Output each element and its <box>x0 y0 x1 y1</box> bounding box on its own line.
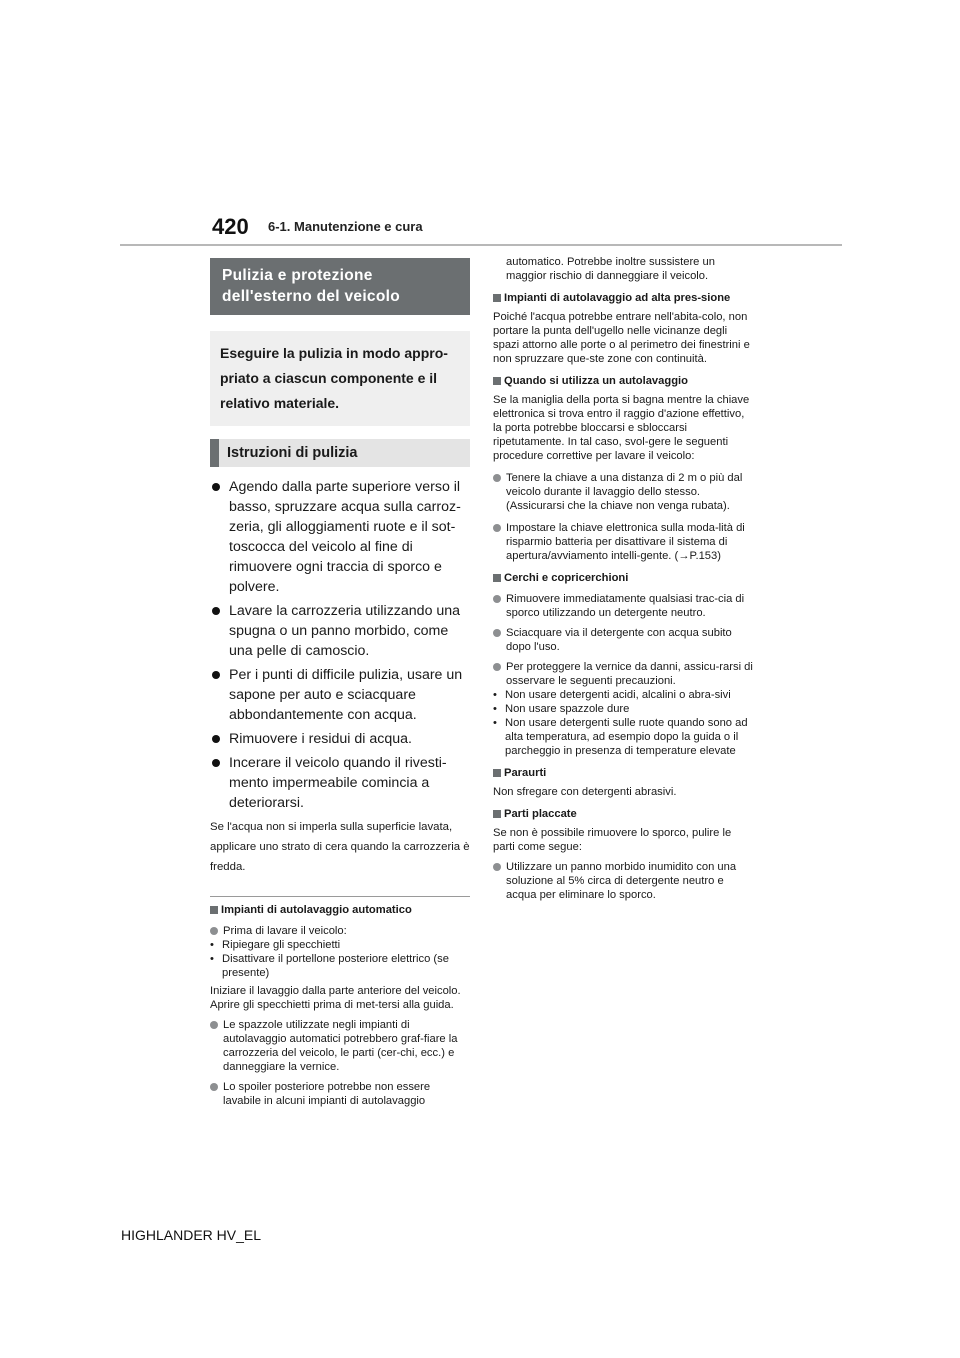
list-item <box>493 592 755 620</box>
bullet-icon <box>212 671 220 679</box>
item-text: Non usare detergenti sulle ruote quando sono ad alta temperatura, ad esempio dopo la guida o il parcheggio in presenza di temperature elevate <box>505 717 748 757</box>
step-text: Lavare la carrozzeria utilizzando una spugna o un panno morbido, come una pelle di camoscio. <box>229 603 461 659</box>
list-item <box>493 626 755 654</box>
wheels-heading <box>493 571 755 586</box>
section-title: 6-1. Manutenzione e cura <box>268 219 423 234</box>
item-text: Le spazzole utilizzate negli impianti di autolavaggio automatici potrebbero graf-fiare la carrozzeria del veicolo, le parti (cer-chi, ecc.) e danneggiare la vernice. <box>223 1019 458 1073</box>
paragraph: Se la maniglia della porta si bagna mentre la chiave elettronica si trova entro il raggio d'azione effettivo, la porta potrebbe bloccarsi e sbloccarsi ripetutamente. In tal caso, svol-gere le seguenti procedure correttive per lavare il veicolo: <box>493 394 750 462</box>
heading-text: Paraurti <box>504 767 547 779</box>
list-item <box>493 471 755 513</box>
item-text: Sciacquare via il detergente con acqua subito dopo l'uso. <box>506 627 732 653</box>
square-bullet-icon <box>493 574 501 582</box>
item-text: Non usare spazzole dure <box>505 703 630 715</box>
dash-icon: • <box>210 939 214 951</box>
cleaning-steps <box>210 477 470 813</box>
circle-bullet-icon <box>493 663 501 671</box>
left-column <box>210 258 470 1108</box>
item-text: Tenere la chiave a una distanza di 2 m o più dal veicolo durante il lavaggio dello stesso. (Assicurarsi che la chiave non venga rubata). <box>506 472 743 512</box>
circle-bullet-icon <box>210 927 218 935</box>
list-item <box>210 924 470 980</box>
circle-bullet-icon <box>493 524 501 532</box>
heading-text: Parti placcate <box>504 808 577 820</box>
sub-list-item <box>493 702 755 716</box>
step-text: Per i punti di difficile pulizia, usare un sapone per auto e sciacquare abbondantemente con acqua. <box>229 667 463 723</box>
item-text: Rimuovere immediatamente qualsiasi trac-cia di sporco utilizzando un detergente neutro. <box>506 593 745 619</box>
bullet-icon <box>212 735 220 743</box>
square-bullet-icon <box>493 294 501 302</box>
item-text: Disattivare il portellone posteriore elettrico (se presente) <box>222 953 449 979</box>
intro-box: Eseguire la pulizia in modo appro-priato a ciascun componente e il relativo materiale. <box>210 331 470 426</box>
step-text: Rimuovere i residui di acqua. <box>229 731 412 747</box>
list-item <box>493 521 755 563</box>
item-text: Per proteggere la vernice da danni, assicu-rarsi di osservare le seguenti precauzioni. <box>506 661 753 687</box>
heading-text: Impianti di autolavaggio ad alta pres-sione <box>504 292 731 304</box>
section-heading: Pulizia e protezione dell'esterno del veicolo <box>210 258 470 315</box>
wax-note: Se l'acqua non si imperla sulla superficie lavata, applicare uno strato di cera quando la carrozzeria è fredda. <box>210 821 470 873</box>
header-divider <box>120 244 842 246</box>
paragraph: Se non è possibile rimuovere lo sporco, pulire le parti come segue: <box>493 827 732 853</box>
item-text: Non usare detergenti acidi, alcalini o abra-sivi <box>505 689 731 701</box>
subsection-heading: Istruzioni di pulizia <box>210 439 470 467</box>
paragraph-continued: automatico. Potrebbe inoltre sussistere un maggior rischio di danneggiare il veicolo. <box>506 256 715 282</box>
heading-text: Quando si utilizza un autolavaggio <box>504 375 688 387</box>
dash-icon: • <box>210 953 214 965</box>
list-item <box>210 1080 470 1108</box>
list-item <box>210 601 470 661</box>
bumpers-heading <box>493 766 755 781</box>
list-item <box>210 729 470 749</box>
list-item <box>493 660 755 688</box>
list-item <box>210 1018 470 1074</box>
item-text: Prima di lavare il veicolo: <box>223 925 347 937</box>
dash-icon: • <box>493 717 497 729</box>
car-wash-heading <box>493 374 755 389</box>
list-item <box>210 665 470 725</box>
list-item <box>210 477 470 597</box>
heading-text: Impianti di autolavaggio automatico <box>221 904 412 916</box>
circle-bullet-icon <box>210 1021 218 1029</box>
dash-icon: • <box>493 703 497 715</box>
sub-list-item <box>493 716 755 758</box>
plated-heading <box>493 807 755 822</box>
square-bullet-icon <box>493 377 501 385</box>
circle-bullet-icon <box>493 863 501 871</box>
section-divider <box>210 896 470 897</box>
circle-bullet-icon <box>493 629 501 637</box>
circle-bullet-icon <box>210 1083 218 1091</box>
high-pressure-heading <box>493 291 755 306</box>
footer-model-label: HIGHLANDER HV_EL <box>121 1227 262 1243</box>
bullet-icon <box>212 607 220 615</box>
sub-list-item <box>210 952 470 980</box>
page-number: 420 <box>212 214 249 239</box>
sub-list-item <box>493 688 755 702</box>
list-item <box>210 753 470 813</box>
sub-list-item <box>210 938 470 952</box>
list-item <box>493 860 755 902</box>
auto-wash-heading <box>210 903 470 918</box>
item-text: Lo spoiler posteriore potrebbe non essere lavabile in alcuni impianti di autolavaggio <box>223 1081 431 1107</box>
item-text: Ripiegare gli specchietti <box>222 939 341 951</box>
paragraph: Iniziare il lavaggio dalla parte anteriore del veicolo. Aprire gli specchietti prima di met-tersi alla guida. <box>210 985 461 1011</box>
square-bullet-icon <box>210 906 218 914</box>
right-column <box>493 255 755 902</box>
step-text: Incerare il veicolo quando il rivesti-mento impermeabile comincia a deteriorarsi. <box>229 755 447 811</box>
bullet-icon <box>212 483 220 491</box>
square-bullet-icon <box>493 810 501 818</box>
dash-icon: • <box>493 689 497 701</box>
heading-text: Cerchi e copricerchioni <box>504 572 629 584</box>
paragraph: Non sfregare con detergenti abrasivi. <box>493 786 677 798</box>
circle-bullet-icon <box>493 474 501 482</box>
paragraph: Poiché l'acqua potrebbe entrare nell'abita-colo, non portare la punta dell'ugello nelle vicinanze degli spazi attorno alle porte o al perimetro dei finestrini e non spruzzare que-ste zone con continuità. <box>493 311 750 365</box>
item-text: Utilizzare un panno morbido inumidito con una soluzione al 5% circa di detergente neutro e acqua per eliminare lo sporco. <box>506 861 737 901</box>
item-text: Impostare la chiave elettronica sulla moda-lità di risparmio batteria per disattivare il sistema di apertura/avviamento intelli-gente. (→P.153) <box>506 522 745 562</box>
bullet-icon <box>212 759 220 767</box>
square-bullet-icon <box>493 769 501 777</box>
circle-bullet-icon <box>493 595 501 603</box>
step-text: Agendo dalla parte superiore verso il basso, spruzzare acqua sulla carroz-zeria, gli alloggiamenti ruote e il sot-toscocca del veicolo al fine di rimuovere ogni traccia di sporco e polvere. <box>229 479 461 595</box>
